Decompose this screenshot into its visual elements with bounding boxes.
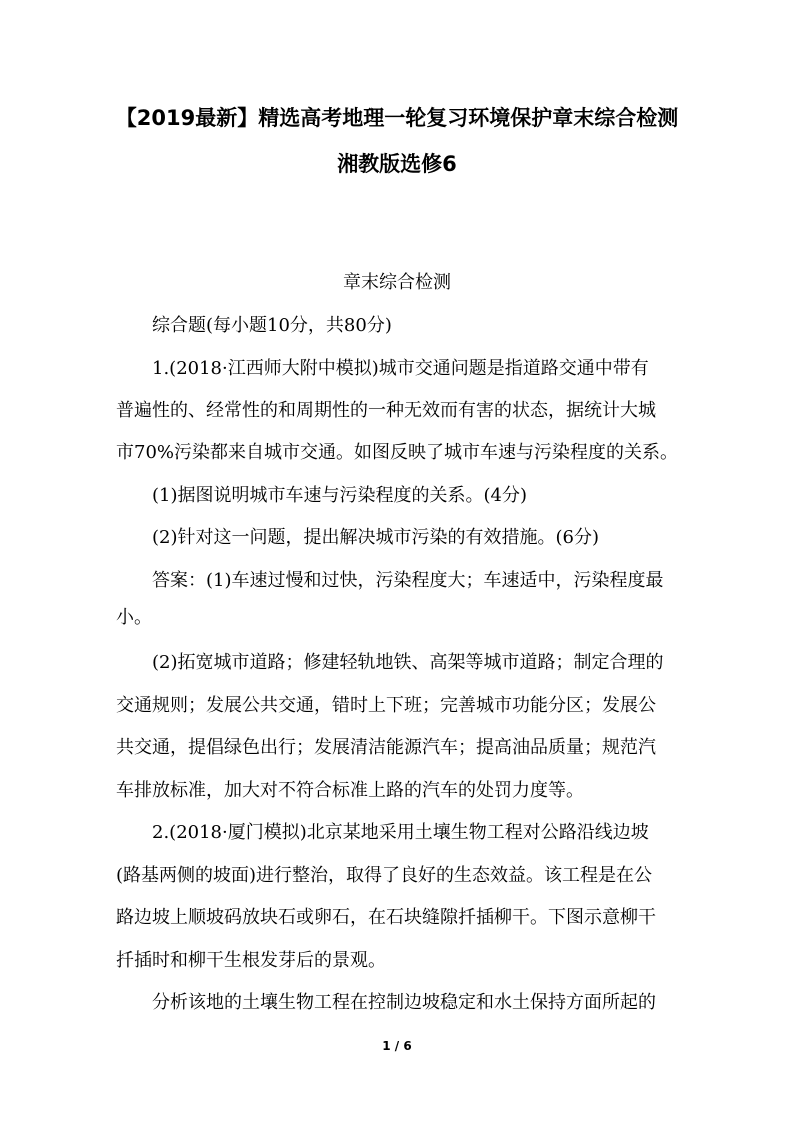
document-title-line-2: 湘教版选修6 <box>337 152 457 176</box>
question-1-subquestion-2: (2)针对这一问题，提出解决城市污染的有效措施。(6分) <box>152 527 599 548</box>
answer-line: 交通规则；发展公共交通，错时上下班；完善城市功能分区；发展公 <box>116 695 656 716</box>
question-1-line: 普遍性的、经常性的和周期性的一种无效而有害的状态，据统计大城 <box>116 400 656 421</box>
question-2-line: 分析该地的土壤生物工程在控制边坡稳定和水土保持方面所起的 <box>152 992 656 1013</box>
answer-line: 小。 <box>116 607 152 628</box>
question-2-line: 2.(2018·厦门模拟)北京某地采用土壤生物工程对公路沿线边坡 <box>152 822 649 843</box>
question-1-subquestion-1: (1)据图说明城市车速与污染程度的关系。(4分) <box>152 485 527 506</box>
question-2-line: 扦插时和柳干生根发芽后的景观。 <box>116 950 386 971</box>
question-1-line: 1.(2018·江西师大附中模拟)城市交通问题是指道路交通中带有 <box>152 358 649 379</box>
document-title-line-1: 【2019最新】精选高考地理一轮复习环境保护章末综合检测 <box>115 106 679 130</box>
section-intro: 综合题(每小题10分，共80分) <box>152 315 392 336</box>
answer-line: 共交通，提倡绿色出行；发展清洁能源汽车；提高油品质量；规范汽 <box>116 737 656 758</box>
answer-line: (2)拓宽城市道路；修建轻轨地铁、高架等城市道路；制定合理的 <box>152 652 664 673</box>
answer-line: 车排放标准，加大对不符合标准上路的汽车的处罚力度等。 <box>116 780 584 801</box>
question-2-line: (路基两侧的坡面)进行整治，取得了良好的生态效益。该工程是在公 <box>116 865 653 886</box>
answer-line: 答案：(1)车速过慢和过快，污染程度大；车速适中，污染程度最 <box>152 570 664 591</box>
section-heading: 章末综合检测 <box>343 272 451 293</box>
question-1-line: 市70%污染都来自城市交通。如图反映了城市车速与污染程度的关系。 <box>116 442 679 463</box>
page-number: 1 / 6 <box>382 1039 412 1053</box>
question-2-line: 路边坡上顺坡码放块石或卵石，在石块缝隙扦插柳干。下图示意柳干 <box>116 907 656 928</box>
